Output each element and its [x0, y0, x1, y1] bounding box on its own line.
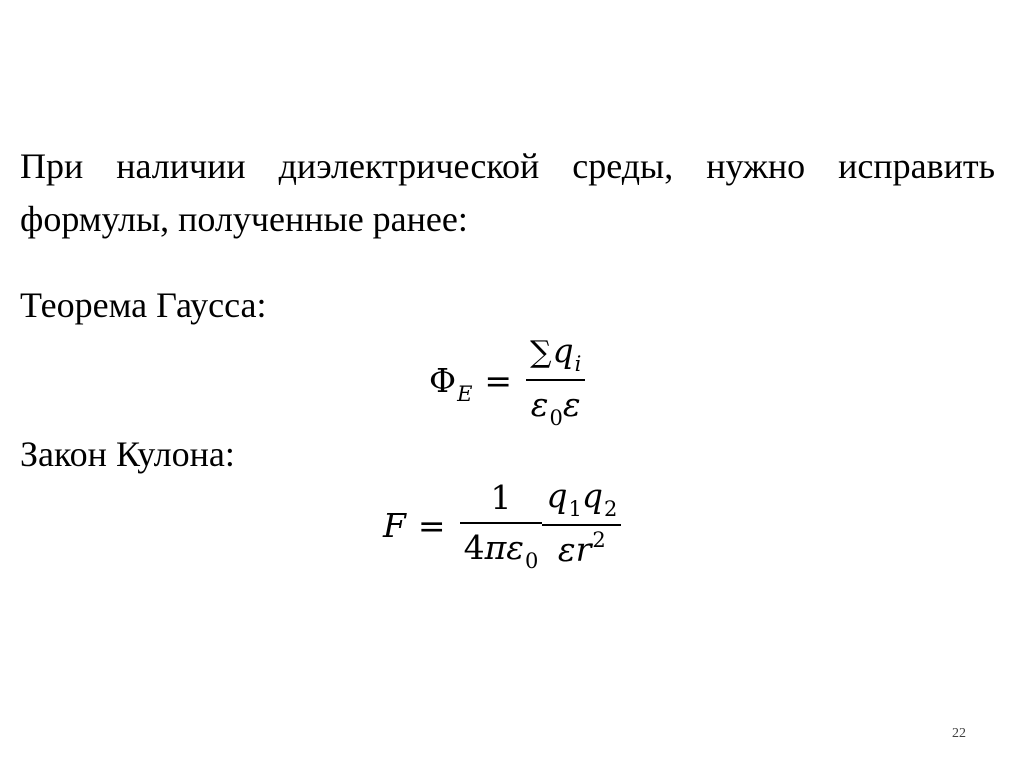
constant-numerator: 1 — [490, 478, 512, 517]
fraction-bar — [526, 379, 585, 381]
fraction-bar — [460, 522, 543, 524]
coulomb-constant-fraction — [460, 476, 543, 574]
gauss-formula — [429, 330, 585, 430]
gauss-fraction — [526, 329, 585, 431]
flux-symbol: $\Phi_E$ — [429, 360, 473, 406]
fraction-bar — [542, 524, 621, 526]
charges-numerator: $q_1q_2$ — [546, 476, 618, 521]
equals-sign: = — [484, 360, 513, 400]
gauss-theorem-label: Теорема Гаусса: — [20, 285, 267, 325]
gauss-numerator: $\sum q_i$ — [530, 331, 582, 376]
distance-denominator: $\varepsilon r^2$ — [557, 528, 606, 569]
coulomb-law-label: Закон Кулона: — [20, 434, 235, 474]
charge-distance-fraction — [542, 474, 621, 576]
intro-paragraph: При наличии диэлектрической среды, нужно исправить формулы, полученные ранее: — [20, 146, 995, 239]
constant-denominator: $4\pi\varepsilon_0$ — [463, 528, 539, 573]
coulomb-formula — [383, 475, 621, 575]
page-number: 22 — [952, 726, 966, 741]
force-symbol: F — [383, 505, 406, 545]
equals-sign: = — [417, 505, 446, 545]
gauss-denominator: $\varepsilon_0\varepsilon$ — [530, 385, 581, 430]
